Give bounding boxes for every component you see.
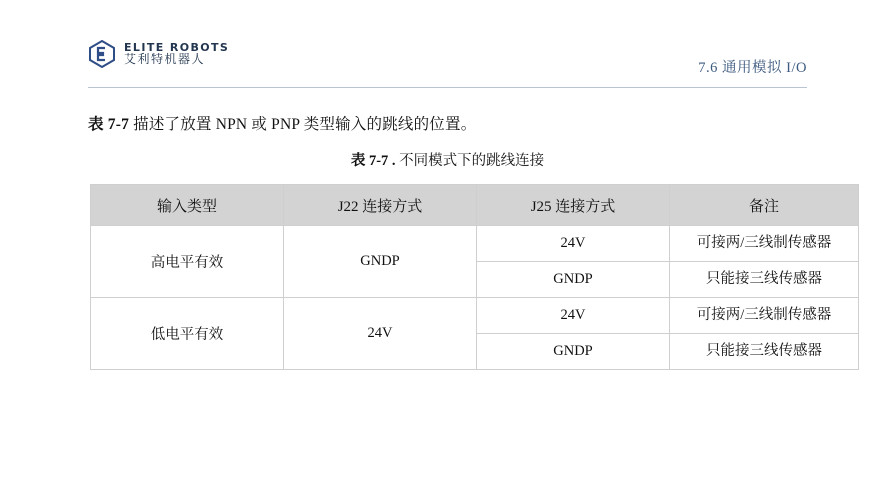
cell-note-low-2: 只能接三线传感器 <box>670 334 859 370</box>
cell-input-type-low: 低电平有效 <box>91 298 284 370</box>
elite-robots-logo-icon <box>88 40 116 68</box>
table-row <box>91 298 859 334</box>
cell-note-high-1: 可接两/三线制传感器 <box>670 226 859 262</box>
brand-name-en: ELITE ROBOTS <box>124 40 230 54</box>
table-head <box>91 185 859 226</box>
jumper-connection-table <box>90 184 859 370</box>
table-body <box>91 226 859 370</box>
brand-text <box>124 42 229 66</box>
table-row <box>91 226 859 262</box>
cell-j25-high-2: GNDP <box>477 262 670 298</box>
cell-j22-low: 24V <box>284 298 477 370</box>
column-header-note: 备注 <box>670 185 859 226</box>
table-caption <box>0 149 895 170</box>
column-header-input-type: 输入类型 <box>91 185 284 226</box>
section-header-title: 7.6 通用模拟 I/O <box>698 60 807 76</box>
brand-logo <box>88 40 229 68</box>
header-divider <box>88 87 807 88</box>
cell-j25-low-2: GNDP <box>477 334 670 370</box>
cell-note-low-1: 可接两/三线制传感器 <box>670 298 859 334</box>
page-header <box>88 40 807 88</box>
column-header-j25: J25 连接方式 <box>477 185 670 226</box>
cell-j22-high: GNDP <box>284 226 477 298</box>
cell-note-high-2: 只能接三线传感器 <box>670 262 859 298</box>
intro-table-label: 表 7-7 <box>88 116 130 133</box>
intro-paragraph <box>88 112 476 134</box>
intro-paragraph-text: 描述了放置 NPN 或 PNP 类型输入的跳线的位置。 <box>129 116 477 133</box>
cell-j25-high-1: 24V <box>477 226 670 262</box>
cell-input-type-high: 高电平有效 <box>91 226 284 298</box>
brand-name-cn: 艾利特机器人 <box>124 52 206 67</box>
table-caption-text: 不同模式下的跳线连接 <box>395 153 545 169</box>
table-caption-label: 表 7-7 . <box>350 153 396 169</box>
cell-j25-low-1: 24V <box>477 298 670 334</box>
jumper-table-wrapper <box>90 184 832 370</box>
column-header-j22: J22 连接方式 <box>284 185 477 226</box>
table-header-row <box>91 185 859 226</box>
